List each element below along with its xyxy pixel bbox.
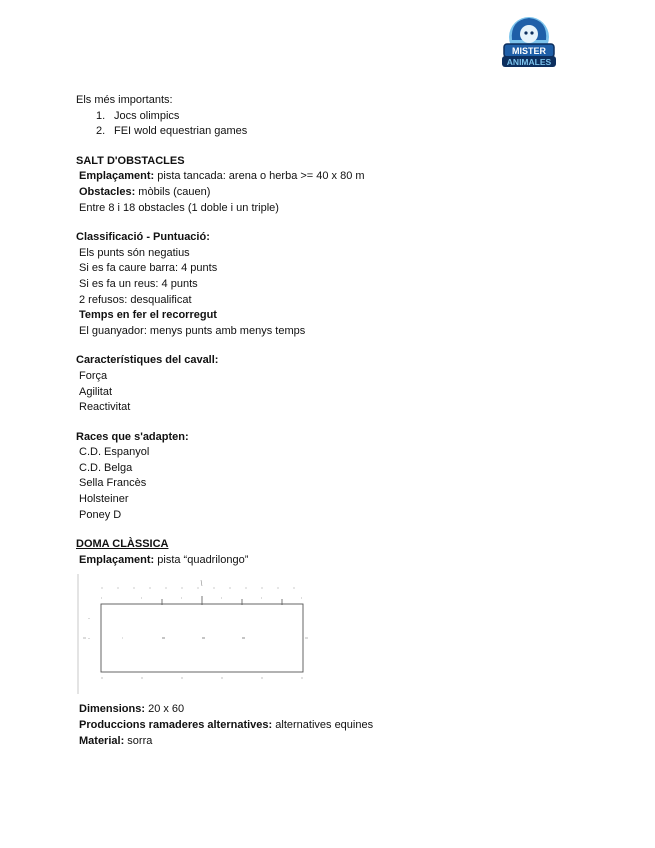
caracteristica-item: Agilitat (79, 385, 113, 398)
classificacio-line: 2 refusos: desqualificat (79, 293, 192, 306)
doma-dimensions-value: 20 x 60 (145, 703, 185, 716)
doma-produccions-label: Produccions ramaderes alternatives: (79, 719, 273, 732)
salt-obstacles-count: Entre 8 i 18 obstacles (1 doble i un triple) (79, 201, 279, 214)
salt-emplacament-label: Emplaçament: (79, 170, 155, 183)
mister-animales-logo (498, 10, 560, 72)
classificacio-line: Si es fa un reus: 4 punts (79, 277, 198, 290)
list-number: 2. (96, 125, 106, 138)
document-body (76, 93, 616, 749)
salt-obstacles-label: Obstacles: (79, 185, 136, 198)
doma-title: DOMA CLÀSSICA (76, 538, 169, 551)
intro-heading: Els més importants: (76, 94, 173, 106)
doma-dimensions-label: Dimensions: (79, 703, 146, 716)
caracteristica-item: Reactivitat (79, 401, 131, 414)
salt-obstacles (76, 185, 616, 201)
doma-emplacament-value: pista “quadrilongo” (154, 553, 249, 566)
list-text: Jocs olimpics (114, 109, 180, 122)
classificacio-line: Els punts són negatius (79, 246, 190, 259)
list-item (76, 109, 616, 125)
salt-emplacament (76, 169, 616, 185)
classificacio-title: Classificació - Puntuació: (76, 231, 210, 244)
race-item: C.D. Belga (79, 461, 133, 474)
list-text: FEI wold equestrian games (114, 125, 248, 138)
caracteristiques-title: Característiques del cavall: (76, 354, 219, 367)
dressage-arena-diagram (77, 574, 317, 694)
race-item: Poney D (79, 508, 122, 521)
logo-text-bottom: ANIMALES (506, 57, 552, 67)
doma-produccions-value: alternatives equines (272, 719, 374, 732)
logo-text-top: MISTER (511, 46, 547, 56)
doma-material-value: sorra (124, 734, 153, 747)
salt-emplacament-value: pista tancada: arena o herba >= 40 x 80 m (154, 170, 365, 183)
classificacio-temps: Temps en fer el recorregut (79, 309, 217, 322)
list-number: 1. (96, 109, 106, 122)
caracteristica-item: Força (79, 369, 108, 382)
doma-emplacament-label: Emplaçament: (79, 553, 155, 566)
races-title: Races que s'adapten: (76, 430, 189, 443)
classificacio-line: Si es fa caure barra: 4 punts (79, 262, 218, 275)
salt-title: SALT D'OBSTACLES (76, 154, 185, 167)
list-item (76, 124, 616, 140)
doma-material (76, 734, 616, 750)
doma-emplacament (76, 553, 616, 569)
doma-dimensions (76, 702, 616, 718)
classificacio-guanyador: El guanyador: menys punts amb menys temps (79, 324, 306, 337)
salt-obstacles-value: mòbils (cauen) (135, 185, 211, 198)
race-item: Holsteiner (79, 493, 129, 506)
doma-material-label: Material: (79, 734, 125, 747)
race-item: Sella Francès (79, 477, 147, 490)
race-item: C.D. Espanyol (79, 446, 150, 459)
doma-produccions (76, 718, 616, 734)
